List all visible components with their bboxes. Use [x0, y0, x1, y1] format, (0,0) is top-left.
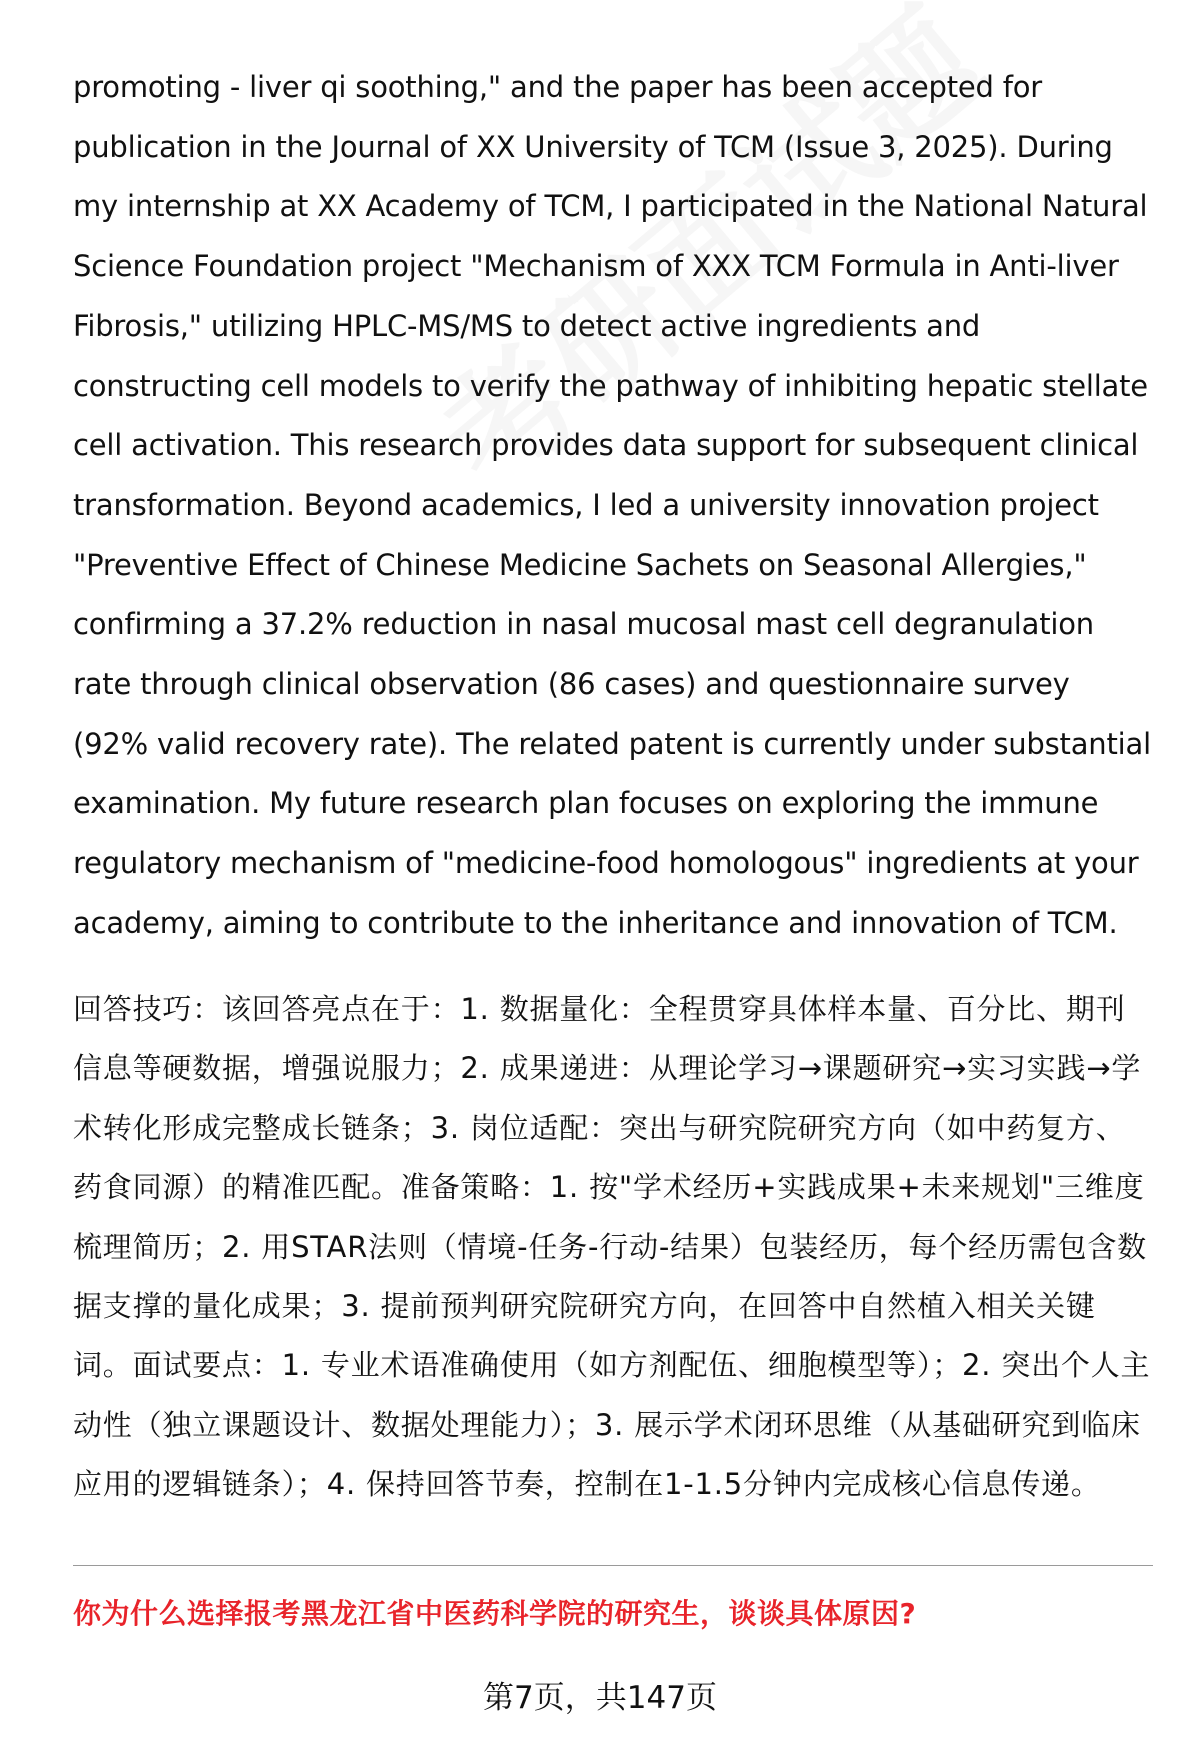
answer-tips-paragraph: 回答技巧：该回答亮点在于：1. 数据量化：全程贯穿具体样本量、百分比、期刊信息等硬数据，增强说服力；2. 成果递进：从理论学习→课题研究→实习实践→学术转化形成完整成长链条；3. 岗位适配：突出与研究院研究方向（如中药复方、药食同源）的精准匹配。准备策略：1. 按"学术经历+实践成果+未来规划"三维度梳理简历；2. 用STAR法则（情境-任务-行动-结果）包装经历，每个经历需包含数据支撑的量化成果；3. 提前预判研究院研究方向，在回答中自然植入相关关键词。面试要点：1. 专业术语准确使用（如方剂配伍、细胞模型等）；2. 突出个人主动性（独立课题设计、数据处理能力）；3. 展示学术闭环思维（从基础研究到临床应用的逻辑链条）；4. 保持回答节奏，控制在1-1.5分钟内完成核心信息传递。 [73, 992, 1151, 1502]
page-number: 第7页，共147页 [483, 1680, 717, 1716]
next-question-heading: 你为什么选择报考黑龙江省中医药科学院的研究生，谈谈具体原因? [73, 1597, 917, 1630]
english-answer-paragraph: promoting - liver qi soothing," and the paper has been accepted for publication in the Journal of XX University of TCM (Issue 3, 2025). During my internship at XX Academy of TCM, I participated in the National Natural Science Foundation project "Mechanism of XXX TCM Formula in Anti-liver Fibrosis," utilizing HPLC-MS/MS to detect active ingredients and constructing cell models to verify the pathway of inhibiting hepatic stellate cell activation. This research provides data support for subsequent clinical transformation. Beyond academics, I led a university innovation project "Preventive Effect of Chinese Medicine Sachets on Seasonal Allergies," confirming a 37.2% reduction in nasal mucosal mast cell degranulation rate through clinical observation (86 cases) and questionnaire survey (92% valid recovery rate). The related patent is currently under substantial examination. My future research plan focuses on exploring the immune regulatory mechanism of "medicine-food homologous" ingredients at your academy, aiming to contribute to the inheritance and innovation of TCM. [73, 70, 1151, 940]
section-divider [73, 1565, 1153, 1566]
